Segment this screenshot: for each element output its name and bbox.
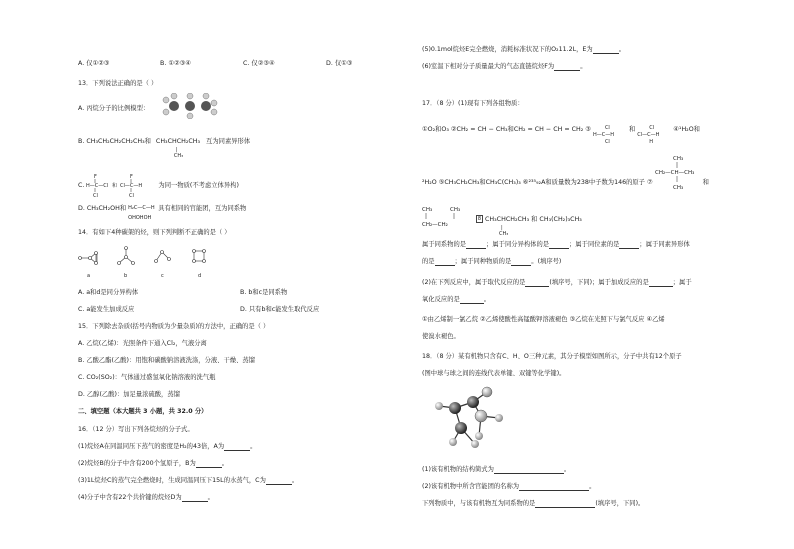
q16-3: (3)1L烷烃C的蒸气完全燃烧时，生成同温同压下15L的水蒸气，C为 。 xyxy=(78,477,299,484)
q17-line-2-text: ²H₂O ⑤CH₃CH₂CH₃和CH₃C(CH₃)₃ ⑥²³⁵₉₂A和质量数为238中子数为146的原子 ⑦ xyxy=(422,179,653,186)
q18-3-answer[interactable] xyxy=(535,500,595,508)
q17-reactions-line-2: 使溴水褪色。 xyxy=(422,333,460,340)
svg-text:Cl: Cl xyxy=(93,193,99,198)
q17-2d-text: 氧化反应的是 xyxy=(422,296,460,303)
q17-stem: 17．（8 分）(1)现有下列各组物质： xyxy=(422,100,524,107)
q17-fill-5: 的是 xyxy=(422,258,435,265)
q16-3-text: (3)1L烷烃C的蒸气完全燃烧时，生成同温同压下15L的水蒸气，C为 xyxy=(78,477,266,484)
q13-option-a[interactable]: A. 丙烷分子的比例模型： xyxy=(78,105,150,112)
q13-c-tail: 为同一物质(不考虑立体异构) xyxy=(158,182,239,189)
q17-fill-2: ；属于同分异构体的是 xyxy=(486,241,550,248)
svg-text:F: F xyxy=(130,174,134,180)
q13-b-tail: 互为同素异形体 xyxy=(206,138,251,145)
q17-homolog-answer[interactable] xyxy=(466,241,486,249)
butane-bent-structure-icon xyxy=(422,204,474,234)
q17-fill-line-1 xyxy=(422,241,690,249)
q13-stem: 13．下列说法正确的是（ ） xyxy=(78,80,158,87)
q12-option-b[interactable]: B. ①②③④ xyxy=(160,60,191,67)
q16-6: (6)室温下相对分子质量最大的气态直链烷烃F为 。 xyxy=(422,63,587,70)
q13-d-tail: 具有相同的官能团，互为同系物 xyxy=(158,205,247,212)
q16-5: (5)0.1mol烷烃E完全燃烧，消耗标准状况下的O₂11.2L，E为 。 xyxy=(422,46,625,53)
q18-1: (1)该有机物的结构简式为 。 xyxy=(422,466,571,473)
q17-2b-text: (填序号，下同)；属于加成反应的是 xyxy=(549,279,649,286)
q17-line-1: ①O₂和O₃ ②CH₂ = CH − CH₃和CH₂ = CH − CH = CH₂ ③ Cl H—C—H Cl 和 Cl Cl—C—H H ④¹H₂O和 xyxy=(422,125,700,145)
q13-b-molecule: CH₃CHCH₂CH₃ xyxy=(155,138,201,145)
q17-fill-7: 。(填序号) xyxy=(531,258,562,265)
q15-option-c[interactable]: C. CO₂(SO₂)：气体通过盛氢氧化钠溶液的洗气瓶 xyxy=(78,374,216,381)
q13-c-text: C. xyxy=(78,182,87,189)
q18-2-text: (2)该有机物中所含官能团的名称为 xyxy=(422,483,520,490)
q17-same-substance-answer[interactable] xyxy=(511,258,531,266)
q17-line-2 xyxy=(422,156,709,192)
isobutane-structure-icon xyxy=(655,152,701,192)
q15-option-d[interactable]: D. 乙醇(乙酸)：加足量浓硫酸，蒸馏 xyxy=(78,391,180,398)
q13-option-b[interactable]: B. CH₃CH₂CH₂CH₂CH₃和 CH₃CHCH₂CH₃ | CH₃ 互为同素异形体 xyxy=(78,138,251,159)
section-fill-in: 二、填空题（本大题共 3 小题，共 32.0 分） xyxy=(78,408,208,415)
q17-fill-1: 属于同系物的是 xyxy=(422,241,467,248)
q17-oxidation-answer[interactable] xyxy=(460,296,484,304)
carbon-skeletons-icon xyxy=(76,244,216,282)
q18-2-answer[interactable] xyxy=(519,483,589,491)
q16-4: (4)分子中含有22个共价键的烷烃D为 。 xyxy=(78,494,214,501)
q12-option-d[interactable]: D. 仅①③ xyxy=(326,60,353,67)
q18-2: (2)该有机物中所含官能团的名称为 。 xyxy=(422,483,596,490)
svg-text:CH₂—CH₂: CH₂—CH₂ xyxy=(422,222,448,228)
q17-substitution-answer[interactable] xyxy=(525,279,549,287)
q13-b-substituent: CH₃ xyxy=(173,153,184,159)
q17-line-3-substituent: CH₃ xyxy=(499,231,509,237)
q17-addition-answer[interactable] xyxy=(649,279,673,287)
svg-text:CH₂—CH—CH₃: CH₂—CH—CH₃ xyxy=(654,170,694,176)
q16-4-answer[interactable] xyxy=(182,494,208,502)
label-c: c xyxy=(161,273,164,279)
q16-6-answer[interactable] xyxy=(554,63,580,71)
svg-text:CH₃: CH₃ xyxy=(672,185,683,191)
q17-line-1-and: 和 xyxy=(628,126,636,133)
dichloromethane-structures-icon xyxy=(86,172,156,198)
q17-reactions-line-1: ①由乙烯制一氯乙烷 ②乙烯使酸性高锰酸钾溶液褪色 ③乙烷在光照下与氯气反应 ④乙烯 xyxy=(422,316,665,323)
svg-text:CH₃: CH₃ xyxy=(422,207,433,213)
q15-option-a[interactable]: A. 乙烷(乙烯)：光照条件下通入Cl₂，气液分离 xyxy=(78,340,207,347)
q14-option-c[interactable]: C. a能发生加成反应 xyxy=(78,306,135,313)
q14-option-a[interactable]: A. a和d是同分异构体 xyxy=(78,289,139,296)
q17-fill-3: ；属于同位素的是 xyxy=(569,241,620,248)
q16-5-text: (5)0.1mol烷烃E完全燃烧，消耗标准状况下的O₂11.2L，E为 xyxy=(422,46,593,53)
q17-2e-text: 。 xyxy=(483,296,491,303)
q17-line-1-text: ①O₂和O₃ ②CH₂ = CH − CH₃和CH₂ = CH − CH = CH₂ ③ xyxy=(422,126,591,133)
item-8-marker: 8 xyxy=(477,216,482,222)
q16-4-text: (4)分子中含有22个共价键的烷烃D为 xyxy=(78,494,182,501)
svg-text:Cl—C—H: Cl—C—H xyxy=(120,183,143,189)
molecule-ball-model-icon xyxy=(425,384,515,452)
q18-1-text: (1)该有机物的结构简式为 xyxy=(422,466,494,473)
q16-stem: 16．（12 分）写出下列各烷烃的分子式。 xyxy=(78,426,194,433)
q17-part2-line-1 xyxy=(422,279,692,287)
q16-3-answer[interactable] xyxy=(266,477,292,485)
q12-option-c[interactable]: C. 仅②③④ xyxy=(243,60,275,67)
q16-2: (2)烷烃B的分子中含有200个氢原子，B为 。 xyxy=(78,460,229,467)
q13-option-c[interactable] xyxy=(78,172,239,198)
q13-b-text: B. CH₃CH₂CH₂CH₂CH₃和 xyxy=(78,138,151,145)
svg-text:CH₃: CH₃ xyxy=(672,156,683,162)
q16-6-text: (6)室温下相对分子质量最大的气态直链烷烃F为 xyxy=(422,63,555,70)
q18-stem: 18．（8 分）某有机物只含有C、H、O三种元素，其分子模型如图所示，分子中共有12个原子 xyxy=(422,353,682,360)
q13-d-molecule: OHOHOH xyxy=(128,215,152,221)
q16-1-text: (1)烷烃A在同温同压下蒸气的密度是H₂的43倍，A为 xyxy=(78,443,225,450)
q17-isotope-answer[interactable] xyxy=(619,241,639,249)
q14-stem: 14．有如下4种碳架的烃，则下列判断不正确的是（ ） xyxy=(78,229,231,236)
q17-fill-line-2 xyxy=(422,258,561,266)
q16-1-answer[interactable] xyxy=(224,443,250,451)
label-b: b xyxy=(124,273,128,279)
q17-line-2-and: 和 xyxy=(702,179,709,186)
q17-line-3-text: CH₃CHCH₂CH₃ 和 CH₃(CH₂)₃CH₃ xyxy=(485,216,582,223)
q18-stem-2: (图中球与球之间的连线代表单键、双键等化学键)。 xyxy=(422,370,566,377)
q16-5-answer[interactable] xyxy=(593,46,619,54)
q13-option-d[interactable]: D. CH₃CH₂OH和 H₂C—C—H OHOHOH 具有相同的官能团，互为同系物 xyxy=(78,205,247,221)
q17-fill-4: ；属于同素异形体 xyxy=(639,241,690,248)
label-a: a xyxy=(87,273,91,279)
svg-text:F: F xyxy=(94,174,98,180)
q16-2-text: (2)烷烃B的分子中含有200个氢原子，B为 xyxy=(78,460,196,467)
q13-d-text: D. CH₃CH₂OH和 xyxy=(78,205,127,212)
q18-1-answer[interactable] xyxy=(494,466,564,474)
q18-3 xyxy=(422,500,644,508)
q14-option-d[interactable]: D. 只有b和c能发生取代反应 xyxy=(240,306,320,313)
q16-2-answer[interactable] xyxy=(196,460,222,468)
q15-option-b[interactable]: B. 乙酸乙酯(乙酸)：用饱和碳酸钠溶液洗涤，分液、干燥、蒸馏 xyxy=(78,357,255,364)
label-d: d xyxy=(198,273,202,279)
q18-3-text: 下列物质中，与该有机物互为同系物的是 xyxy=(422,500,536,507)
right-column xyxy=(397,0,794,549)
propane-model-icon xyxy=(160,93,220,119)
q17-part2-line-2 xyxy=(422,296,490,304)
q18-3b-text: (填序号，下同)。 xyxy=(595,500,645,507)
q17-line-3: CH₃ CH₃ CH₂—CH₂ 8 CH₃CHCH₂CH₃ 和 CH₃(CH₂)₃CH₃ | CH₃ xyxy=(422,204,582,234)
q17-fill-6: ；属于同种物质的是 xyxy=(454,258,512,265)
q16-1: (1)烷烃A在同温同压下蒸气的密度是H₂的43倍，A为 。 xyxy=(78,443,257,450)
q12-option-a[interactable]: A. 仅①②③ xyxy=(78,60,110,67)
svg-text:H—C—Cl: H—C—Cl xyxy=(86,183,109,189)
q14-option-b[interactable]: B. b和c是同系物 xyxy=(240,289,288,296)
svg-text:Cl: Cl xyxy=(129,193,135,198)
q17-line-1-end: ④¹H₂O和 xyxy=(673,126,700,133)
svg-text:CH₃: CH₃ xyxy=(450,207,461,213)
svg-text:和: 和 xyxy=(112,183,118,189)
q17-allotrope-answer[interactable] xyxy=(435,258,455,266)
q17-2-text: (2)在下列反应中，属于取代反应的是 xyxy=(422,279,526,286)
q17-2c-text: ；属于 xyxy=(672,279,692,286)
q17-isomer-answer[interactable] xyxy=(549,241,569,249)
q15-stem: 15．下列除去杂质(括号内物质为少量杂质)的方法中，正确的是（ ） xyxy=(78,323,270,330)
